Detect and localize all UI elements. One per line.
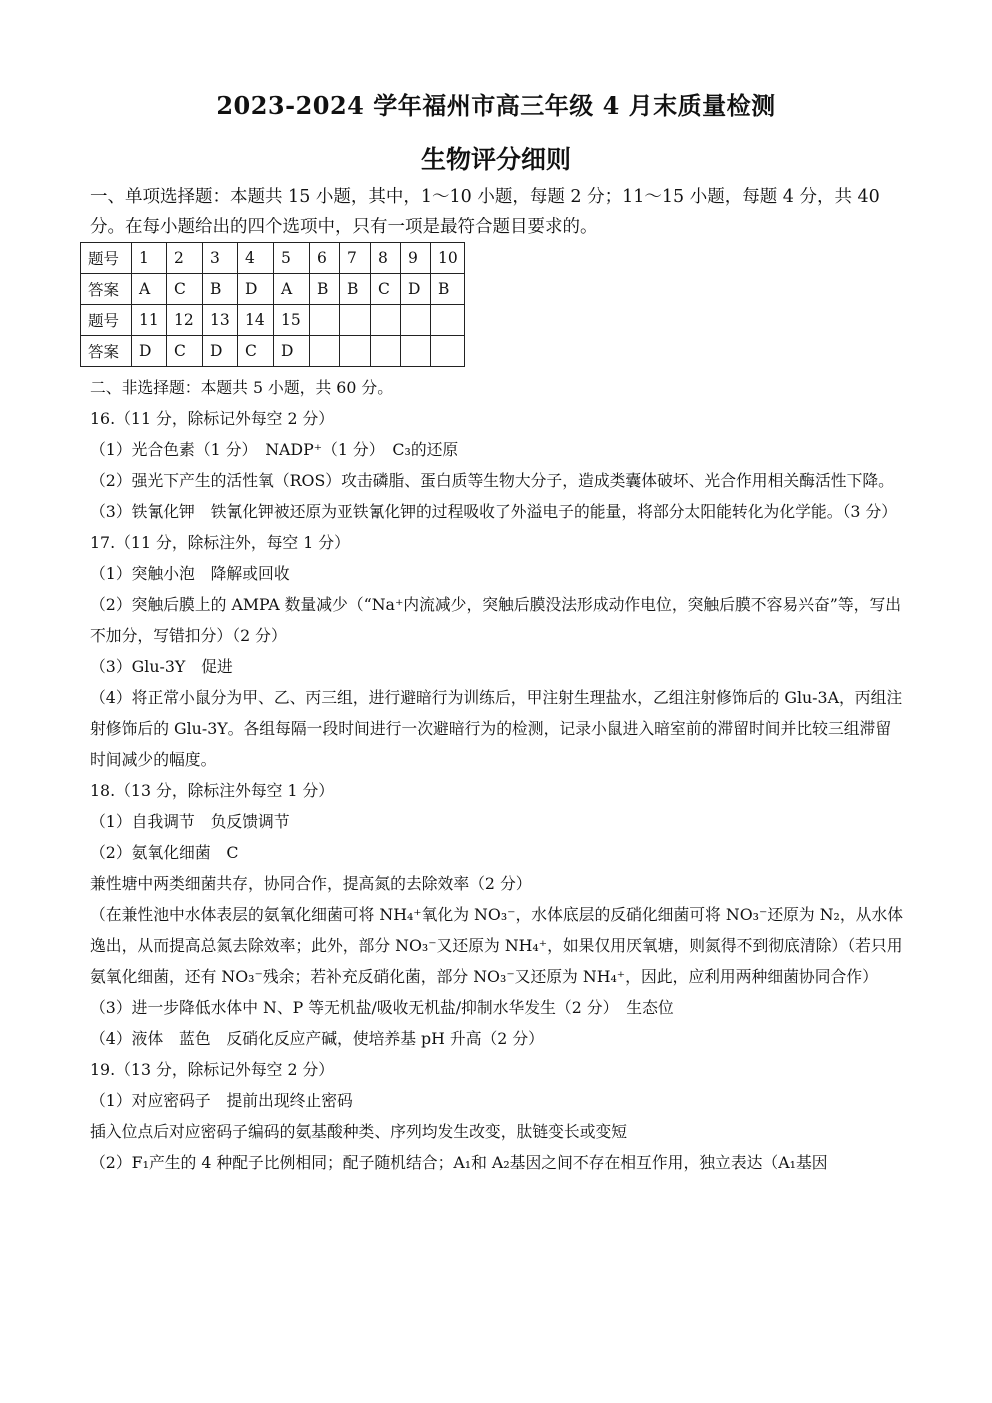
q18-part3: 兼性塘中两类细菌共存，协同合作，提高氮的去除效率（2 分） [90, 874, 532, 893]
answer-table [80, 242, 465, 367]
section2 [90, 372, 905, 1178]
table-cell: 6 [310, 243, 340, 274]
table-cell [340, 336, 371, 367]
table-cell: A [132, 274, 167, 305]
table-cell: 8 [371, 243, 401, 274]
table-row [81, 274, 465, 305]
q19-header: 19.（13 分，除标记外每空 2 分） [90, 1060, 335, 1079]
q19-part3: （2）F₁产生的 4 种配子比例相同；配子随机结合；A₁和 A₂基因之间不存在相互作用，独立表达（A₁基因 [90, 1153, 828, 1172]
table-cell: B [431, 274, 465, 305]
table-cell: 7 [340, 243, 371, 274]
table-cell: 11 [132, 305, 167, 336]
section1-intro: 一、单项选择题：本题共 15 小题，其中，1～10 小题，每题 2 分；11～15 小题，每题 4 分，共 40 分。在每小题给出的四个选项中，只有一项是最符合题目要求的。 [90, 187, 880, 237]
table-cell: D [132, 336, 167, 367]
document-title: 2023-2024 学年福州市高三年级 4 月末质量检测 [216, 91, 776, 120]
table-cell: 14 [238, 305, 274, 336]
table-cell: D [238, 274, 274, 305]
table-cell: C [371, 274, 401, 305]
q19-part1: （1）对应密码子 提前出现终止密码 [90, 1091, 353, 1110]
table-cell: 10 [431, 243, 465, 274]
table-row [81, 336, 465, 367]
q18-part2: （2）氨氧化细菌 C [90, 843, 239, 862]
table-cell: 4 [238, 243, 274, 274]
q18-header: 18.（13 分，除标注外每空 1 分） [90, 781, 335, 800]
table-cell: 5 [274, 243, 310, 274]
table-cell: 3 [203, 243, 238, 274]
q17-header: 17.（11 分，除标注外，每空 1 分） [90, 533, 350, 552]
q17-part3: （3）Glu-3Y 促进 [90, 657, 233, 676]
table-cell [310, 336, 340, 367]
table-row-header-cell: 答案 [81, 274, 132, 305]
q16-part3: （3）铁氰化钾 铁氰化钾被还原为亚铁氰化钾的过程吸收了外溢电子的能量，将部分太阳能转化为化学能。（3 分） [90, 502, 898, 521]
q17-part4: （4）将正常小鼠分为甲、乙、丙三组，进行避暗行为训练后，甲注射生理盐水，乙组注射修饰后的 Glu-3A，丙组注射修饰后的 Glu-3Y。各组每隔一段时间进行一次避暗行为的检测，记录小鼠进入暗室前的滞留时间并比较三组滞留时间减少的幅度。 [90, 688, 903, 769]
table-cell: 1 [132, 243, 167, 274]
table-cell: 12 [167, 305, 203, 336]
table-cell [310, 305, 340, 336]
table-cell: 9 [401, 243, 431, 274]
q18-part5: （3）进一步降低水体中 N、P 等无机盐/吸收无机盐/抑制水华发生（2 分） 生态位 [90, 998, 674, 1017]
table-cell [401, 305, 431, 336]
table-cell: B [203, 274, 238, 305]
table-cell [371, 336, 401, 367]
q16-part2: （2）强光下产生的活性氧（ROS）攻击磷脂、蛋白质等生物大分子，造成类囊体破坏、光合作用相关酶活性下降。 [90, 471, 894, 490]
table-cell [431, 336, 465, 367]
table-cell: A [274, 274, 310, 305]
table-cell: D [274, 336, 310, 367]
table-cell: B [310, 274, 340, 305]
q16-header: 16.（11 分，除标记外每空 2 分） [90, 409, 335, 428]
table-row [81, 243, 465, 274]
table-row-header-cell: 题号 [81, 243, 132, 274]
table-cell: 13 [203, 305, 238, 336]
q19-part2: 插入位点后对应密码子编码的氨基酸种类、序列均发生改变，肽链变长或变短 [90, 1122, 628, 1141]
table-cell: C [167, 336, 203, 367]
table-cell [431, 305, 465, 336]
q18-part1: （1）自我调节 负反馈调节 [90, 812, 290, 831]
table-row-header-cell: 答案 [81, 336, 132, 367]
table-row-header-cell: 题号 [81, 305, 132, 336]
table-cell: C [238, 336, 274, 367]
table-cell [371, 305, 401, 336]
q18-part6: （4）液体 蓝色 反硝化反应产碱，使培养基 pH 升高（2 分） [90, 1029, 544, 1048]
q17-part2: （2）突触后膜上的 AMPA 数量减少（“Na⁺内流减少，突触后膜没法形成动作电位，突触后膜不容易兴奋”等，写出不加分，写错扣分）（2 分） [90, 595, 902, 645]
table-row [81, 305, 465, 336]
table-cell: C [167, 274, 203, 305]
table-cell: 15 [274, 305, 310, 336]
table-cell: D [203, 336, 238, 367]
document-subtitle: 生物评分细则 [420, 145, 571, 174]
section2-intro: 二、非选择题：本题共 5 小题，共 60 分。 [90, 378, 393, 397]
table-cell [401, 336, 431, 367]
q16-part1: （1）光合色素（1 分） NADP⁺（1 分） C₃的还原 [90, 440, 459, 459]
q17-part1: （1）突触小泡 降解或回收 [90, 564, 290, 583]
q18-part4: （在兼性池中水体表层的氨氧化细菌可将 NH₄⁺氧化为 NO₃⁻，水体底层的反硝化细菌可将 NO₃⁻还原为 N₂，从水体逸出，从而提高总氮去除效率；此外，部分 NO₃⁻又还原为 NH₄⁺，如果仅用厌氧塘，则氮得不到彻底清除）（若只用氨氧化细菌，还有 NO₃⁻残余；若补充反硝化菌，部分 NO₃⁻又还原为 NH₄⁺，因此，应利用两种细菌协同合作） [90, 905, 904, 986]
table-cell [340, 305, 371, 336]
table-cell: D [401, 274, 431, 305]
table-cell: B [340, 274, 371, 305]
table-cell: 2 [167, 243, 203, 274]
